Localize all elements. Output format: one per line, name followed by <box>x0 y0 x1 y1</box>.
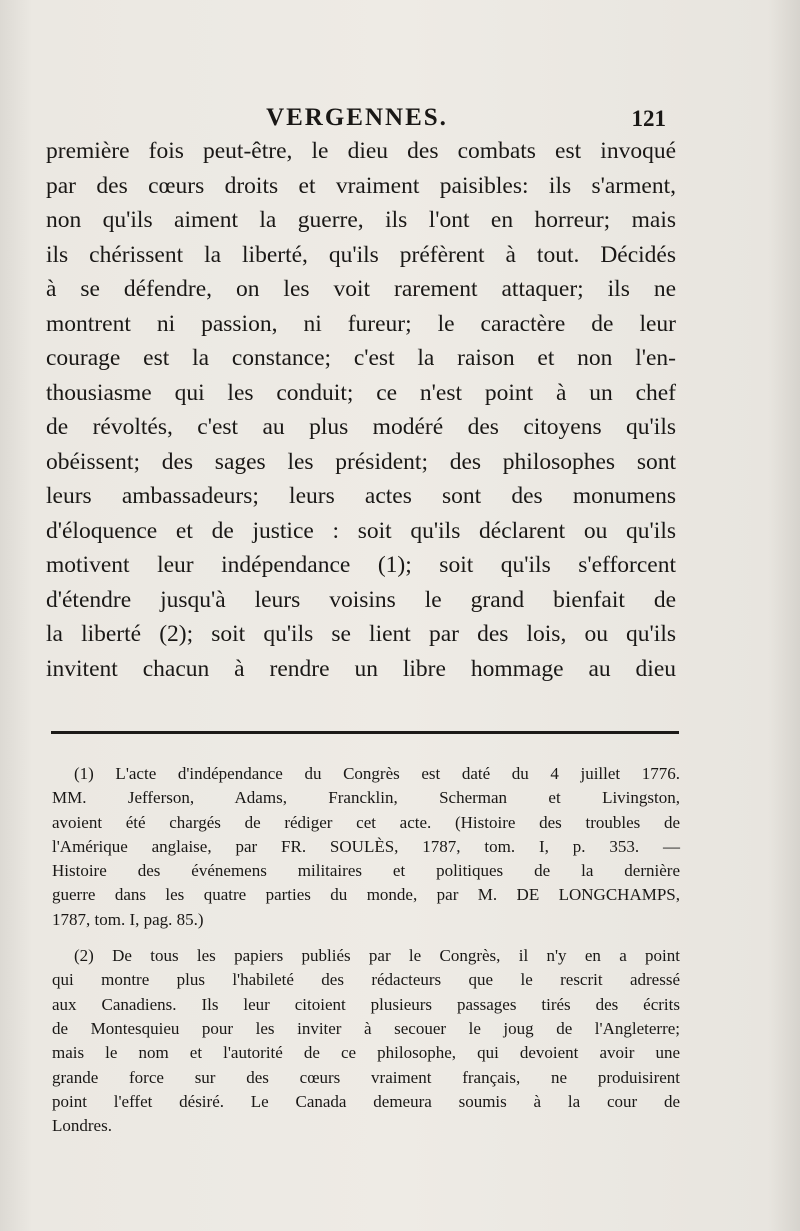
text-line: d'étendre jusqu'à leurs voisins le grand bienfait de <box>46 586 676 613</box>
footnote-line: aux Canadiens. Ils leur citoient plusieurs passages tirés des écrits <box>52 994 680 1014</box>
text-line: à se défendre, on les voit rarement attaquer; ils ne <box>46 276 676 302</box>
footnote-line: (2) De tous les papiers publiés par le Congrès, il n'y en a point <box>74 946 680 966</box>
footnote-line: grande force sur des cœurs vraiment français, ne produisirent <box>52 1067 680 1087</box>
text-line: montrent ni passion, ni fureur; le caractère de leur <box>46 310 676 337</box>
text-line: courage est la constance; c'est la raison et non l'en- <box>46 345 676 371</box>
footnote-line: l'Amérique anglaise, par FR. SOULÈS, 1787, tom. I, p. 353. — <box>52 836 680 856</box>
footnote-line: avoient été chargés de rédiger cet acte. (Histoire des troubles de <box>52 812 680 832</box>
footnote-line: 1787, tom. I, pag. 85.) <box>52 909 204 929</box>
footnote-line: de Montesquieu pour les inviter à secouer le joug de l'Angleterre; <box>52 1018 680 1038</box>
footnote-separator-rule <box>51 731 679 734</box>
text-line: par des cœurs droits et vraiment paisibles: ils s'arment, <box>46 172 676 199</box>
footnote-1 <box>52 762 680 932</box>
footnote-line: qui montre plus l'habileté des rédacteurs que le rescrit adressé <box>52 970 680 990</box>
text-line: motivent leur indépendance (1); soit qu'ils s'efforcent <box>46 552 676 578</box>
text-line: non qu'ils aiment la guerre, ils l'ont en horreur; mais <box>46 207 676 233</box>
text-line: invitent chacun à rendre un libre hommage au dieu <box>46 655 676 682</box>
text-line: première fois peut-être, le dieu des combats est invoqué <box>46 138 676 164</box>
footnote-line: mais le nom et l'autorité de ce philosophe, qui devoient avoir une <box>52 1043 680 1063</box>
footnote-line: point l'effet désiré. Le Canada demeura soumis à la cour de <box>52 1091 680 1111</box>
footnote-line: MM. Jefferson, Adams, Francklin, Scherman et Livingston, <box>52 788 680 808</box>
text-line: de révoltés, c'est au plus modéré des citoyens qu'ils <box>46 414 676 440</box>
text-line: d'éloquence et de justice : soit qu'ils déclarent ou qu'ils <box>46 517 676 544</box>
text-line: thousiasme qui les conduit; ce n'est point à un chef <box>46 379 676 406</box>
running-title: VERGENNES. <box>266 104 448 131</box>
footnote-line: Histoire des événemens militaires et politiques de la dernière <box>52 861 680 881</box>
footnote-line: guerre dans les quatre parties du monde, par M. DE LONGCHAMPS, <box>52 885 680 905</box>
text-line: la liberté (2); soit qu'ils se lient par des lois, ou qu'ils <box>46 621 676 647</box>
main-text <box>46 134 676 686</box>
page-header <box>48 104 666 138</box>
text-line: obéissent; des sages les président; des philosophes sont <box>46 448 676 475</box>
text-line: leurs ambassadeurs; leurs actes sont des monumens <box>46 483 676 509</box>
footnote-line: (1) L'acte d'indépendance du Congrès est daté du 4 juillet 1776. <box>74 764 680 783</box>
footnote-2 <box>52 944 680 1138</box>
page-number: 121 <box>631 106 666 131</box>
footnotes <box>52 762 680 1138</box>
footnote-line: Londres. <box>52 1116 112 1136</box>
text-line: ils chérissent la liberté, qu'ils préfèrent à tout. Décidés <box>46 241 676 268</box>
